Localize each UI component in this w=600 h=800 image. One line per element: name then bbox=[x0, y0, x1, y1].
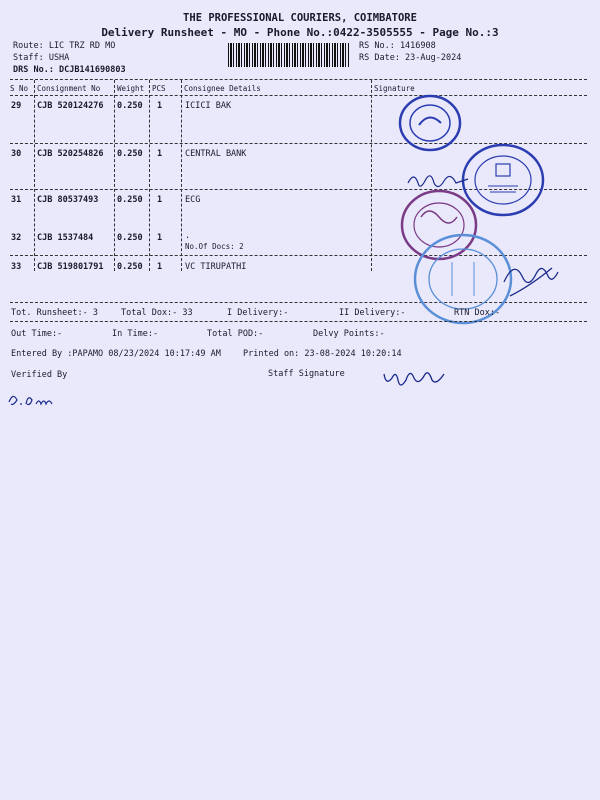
row-consignee: VC TIRUPATHI bbox=[185, 262, 247, 272]
row-consignment: CJB 519801791 bbox=[37, 262, 104, 272]
runsheet-subtitle: Delivery Runsheet - MO - Phone No.:0422-3505555 - Page No.:3 bbox=[101, 26, 499, 39]
drs-number: DRS No.: DCJB141690803 bbox=[13, 65, 126, 75]
header-rule bbox=[10, 95, 587, 96]
row-consignment: CJB 80537493 bbox=[37, 195, 99, 205]
handwritten-signature bbox=[500, 252, 562, 302]
total-dox: Total Dox:- 33 bbox=[121, 308, 193, 318]
total-pod: Total POD:- bbox=[207, 329, 264, 339]
table-top-rule bbox=[10, 79, 587, 80]
col-weight: Weight bbox=[117, 84, 145, 93]
ii-delivery: II Delivery:- bbox=[339, 308, 406, 318]
barcode bbox=[228, 43, 350, 67]
col-sno: S No bbox=[10, 84, 29, 93]
col-sep bbox=[34, 80, 35, 271]
row-consignee: ICICI BAK bbox=[185, 101, 232, 111]
row-weight: 0.250 bbox=[117, 149, 143, 159]
col-sep bbox=[371, 80, 372, 271]
handwritten-signature bbox=[405, 165, 475, 195]
row-sno: 30 bbox=[11, 149, 22, 159]
staff-signature bbox=[380, 360, 452, 392]
col-sep bbox=[149, 80, 150, 271]
tot-runsheet: Tot. Runsheet:- 3 bbox=[11, 308, 98, 318]
row-pcs: 1 bbox=[157, 195, 163, 205]
row-consignment: CJB 520254826 bbox=[37, 149, 104, 159]
row-docs-note: No.Of Docs: 2 bbox=[185, 242, 244, 251]
row-pcs: 1 bbox=[157, 233, 163, 243]
printed-on: Printed on: 23-08-2024 10:20:14 bbox=[243, 349, 402, 359]
row-sno: 33 bbox=[11, 262, 22, 272]
route-label: Route: LIC TRZ RD MO bbox=[13, 41, 116, 51]
delvy-points: Delvy Points:- bbox=[313, 329, 385, 339]
row-pcs: 1 bbox=[157, 262, 163, 272]
row-sno: 29 bbox=[11, 101, 22, 111]
row-pcs: 1 bbox=[157, 149, 163, 159]
verified-by: Verified By bbox=[11, 370, 68, 380]
row-consignee: . bbox=[185, 231, 191, 241]
col-pcs: PCS bbox=[152, 84, 166, 93]
col-sep bbox=[181, 80, 182, 271]
row-consignee: ECG bbox=[185, 195, 201, 205]
rtn-dox: RTN Dox:- bbox=[454, 308, 501, 318]
staff-signature-label: Staff Signature bbox=[268, 369, 345, 379]
col-sep bbox=[114, 80, 115, 271]
icici-bank-stamp bbox=[397, 93, 463, 153]
row-consignee: CENTRAL BANK bbox=[185, 149, 247, 159]
col-signature: Signature bbox=[374, 84, 415, 93]
row-pcs: 1 bbox=[157, 101, 163, 111]
i-delivery: I Delivery:- bbox=[227, 308, 289, 318]
row-consignment: CJB 520124276 bbox=[37, 101, 104, 111]
out-time: Out Time:- bbox=[11, 329, 63, 339]
rs-number: RS No.: 1416908 bbox=[359, 41, 436, 51]
staff-label: Staff: USHA bbox=[13, 53, 70, 63]
row-weight: 0.250 bbox=[117, 101, 143, 111]
in-time: In Time:- bbox=[112, 329, 159, 339]
row-consignment: CJB 1537484 bbox=[37, 233, 94, 243]
row-sno: 31 bbox=[11, 195, 22, 205]
row-sno: 32 bbox=[11, 233, 22, 243]
col-consignee: Consignee Details bbox=[184, 84, 261, 93]
row-weight: 0.250 bbox=[117, 233, 143, 243]
verifier-signature bbox=[6, 388, 62, 410]
rs-date: RS Date: 23-Aug-2024 bbox=[359, 53, 462, 63]
row-weight: 0.250 bbox=[117, 262, 143, 272]
col-consignment: Consignment No bbox=[37, 84, 101, 93]
summary-rule bbox=[10, 321, 587, 322]
company-name: THE PROFESSIONAL COURIERS, COIMBATORE bbox=[183, 12, 417, 24]
row-weight: 0.250 bbox=[117, 195, 143, 205]
entered-by: Entered By :PAPAMO 08/23/2024 10:17:49 AM bbox=[11, 349, 221, 359]
